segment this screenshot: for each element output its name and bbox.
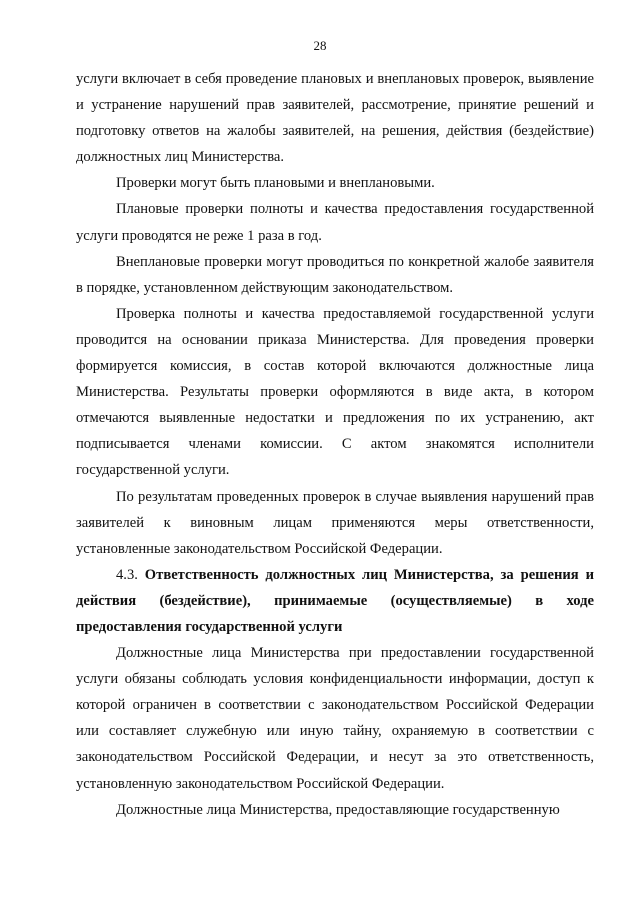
- document-body: [76, 66, 594, 823]
- section-number: 4.3.: [116, 566, 138, 583]
- paragraph-officials-continued: Должностные лица Министерства, предоставляющие государственную: [116, 801, 560, 818]
- section-heading: [76, 562, 594, 640]
- page-number: 28: [313, 38, 327, 53]
- paragraph-check-results: По результатам проведенных проверок в случае выявления нарушений прав заявителей к виновным лицам применяются меры ответственности, установленные законодательством Российской Федерации.: [76, 488, 594, 557]
- paragraph-check-procedure: Проверка полноты и качества предоставляемой государственной услуги проводится на основании приказа Министерства. Для проведения проверки формируется комиссия, в состав которой включаются должностные лица Министерства. Результаты проверки оформляются в виде акта, в котором отмечаются выявленные недостатки и предложения по их устранению, акт подписывается членами комиссии. С актом знакомятся исполнители государственной услуги.: [76, 305, 594, 479]
- paragraph-checks-types: Проверки могут быть плановыми и внеплановыми.: [116, 175, 435, 192]
- paragraph-unplanned-checks: Внеплановые проверки могут проводиться по конкретной жалобе заявителя в порядке, установленном действующим законодательством.: [76, 253, 594, 296]
- paragraph-confidentiality: Должностные лица Министерства при предоставлении государственной услуги обязаны соблюдать условия конфиденциальности информации, доступ к которой ограничен в соответствии с законодательством Российской Федерации или составляет служебную или иную тайну, охраняемую в соответствии с законодательством Российской Федерации, и несут за это ответственность, установленную законодательством Российской Федерации.: [76, 645, 594, 792]
- paragraph-planned-checks: Плановые проверки полноты и качества предоставления государственной услуги проводятся не реже 1 раза в год.: [76, 201, 594, 244]
- paragraph-continuation: услуги включает в себя проведение плановых и внеплановых проверок, выявление и устранение нарушений прав заявителей, рассмотрение, принятие решений и подготовку ответов на жалобы заявителей, на решения, действия (бездействие) должностных лиц Министерства.: [76, 71, 594, 166]
- section-title: Ответственность должностных лиц Министерства, за решения и действия (бездействие), принимаемые (осуществляемые) в ходе предоставления государственной услуги: [76, 566, 594, 635]
